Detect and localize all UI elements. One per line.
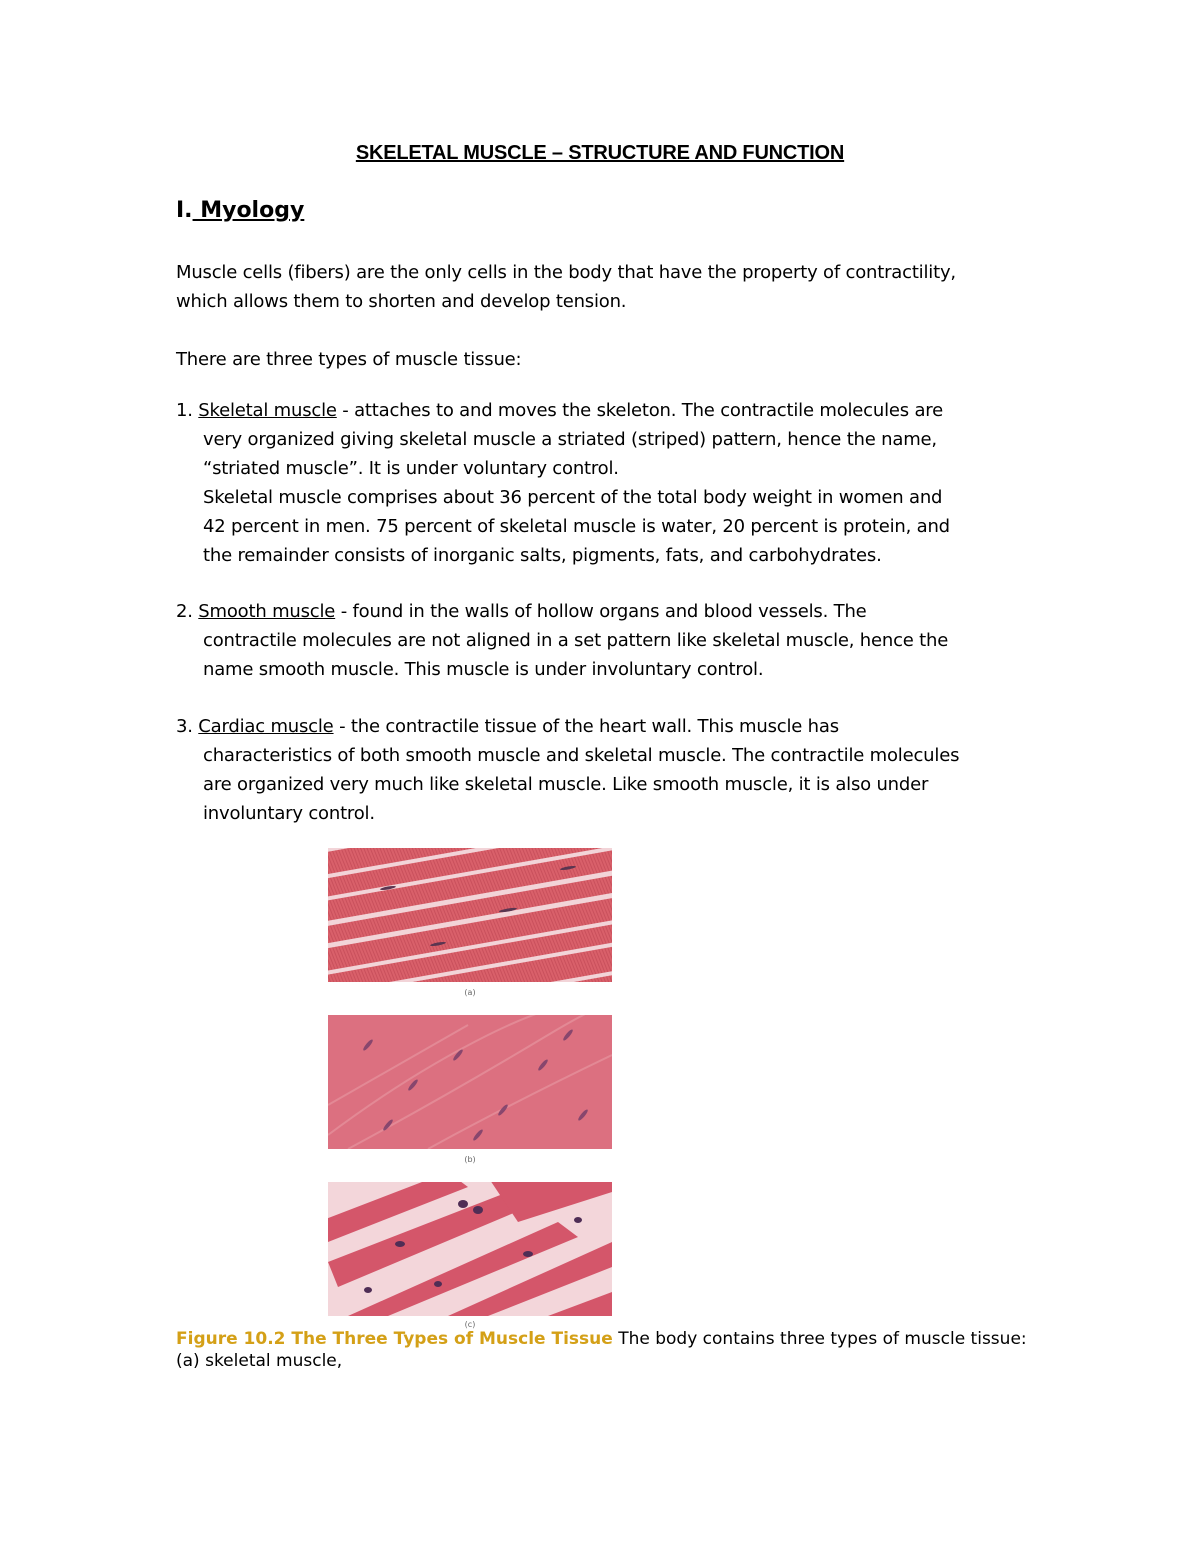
item-line: contractile molecules are not aligned in a set pattern like skeletal muscle, hence the	[203, 630, 949, 651]
panel-label-b: (b)	[464, 1155, 476, 1164]
figure-caption-label: Figure 10.2 The Three Types of Muscle Tissue	[176, 1329, 613, 1349]
cardiac-muscle-micrograph	[328, 1182, 612, 1316]
section-number: I.	[176, 198, 193, 223]
item-number: 3.	[176, 716, 199, 737]
figure-caption	[176, 1328, 1036, 1372]
list-item-skeletal-muscle	[176, 396, 1056, 570]
item-term: Skeletal muscle	[198, 400, 337, 421]
item-text: - attaches to and moves the skeleton. The contractile molecules are	[336, 400, 943, 421]
smooth-muscle-micrograph	[328, 1015, 612, 1149]
panel-label-a: (a)	[464, 988, 476, 997]
item-line: Skeletal muscle comprises about 36 percent of the total body weight in women and	[203, 487, 943, 508]
section-name: Myology	[192, 198, 305, 223]
item-number: 1.	[176, 400, 199, 421]
intro-paragraph	[176, 258, 1056, 316]
document-title: SKELETAL MUSCLE – STRUCTURE AND FUNCTION	[355, 142, 845, 164]
skeletal-muscle-micrograph	[328, 848, 612, 982]
item-line: are organized very much like skeletal muscle. Like smooth muscle, it is also under	[203, 774, 929, 795]
figure-caption-text: The body contains three types of muscle tissue: (a) skeletal muscle,	[176, 1329, 1027, 1371]
list-item-cardiac-muscle	[176, 712, 1056, 828]
item-text: - the contractile tissue of the heart wall. This muscle has	[333, 716, 839, 737]
item-term: Smooth muscle	[198, 601, 336, 622]
item-line: the remainder consists of inorganic salts, pigments, fats, and carbohydrates.	[203, 545, 882, 566]
item-term: Cardiac muscle	[198, 716, 334, 737]
section-heading	[176, 198, 304, 223]
item-line: involuntary control.	[203, 803, 375, 824]
intro-line: which allows them to shorten and develop tension.	[176, 291, 627, 312]
item-line: “striated muscle”. It is under voluntary control.	[203, 458, 619, 479]
item-line: 42 percent in men. 75 percent of skeletal muscle is water, 20 percent is protein, and	[203, 516, 950, 537]
panel-label-c: (c)	[464, 1320, 476, 1329]
item-line: characteristics of both smooth muscle and skeletal muscle. The contractile molecules	[203, 745, 960, 766]
item-line: name smooth muscle. This muscle is under involuntary control.	[203, 659, 764, 680]
list-item-smooth-muscle	[176, 597, 1056, 684]
item-number: 2.	[176, 601, 199, 622]
item-text: - found in the walls of hollow organs and blood vessels. The	[335, 601, 867, 622]
intro-line: Muscle cells (fibers) are the only cells in the body that have the property of contractility,	[176, 262, 956, 283]
types-intro: There are three types of muscle tissue:	[176, 349, 522, 370]
item-line: very organized giving skeletal muscle a striated (striped) pattern, hence the name,	[203, 429, 937, 450]
